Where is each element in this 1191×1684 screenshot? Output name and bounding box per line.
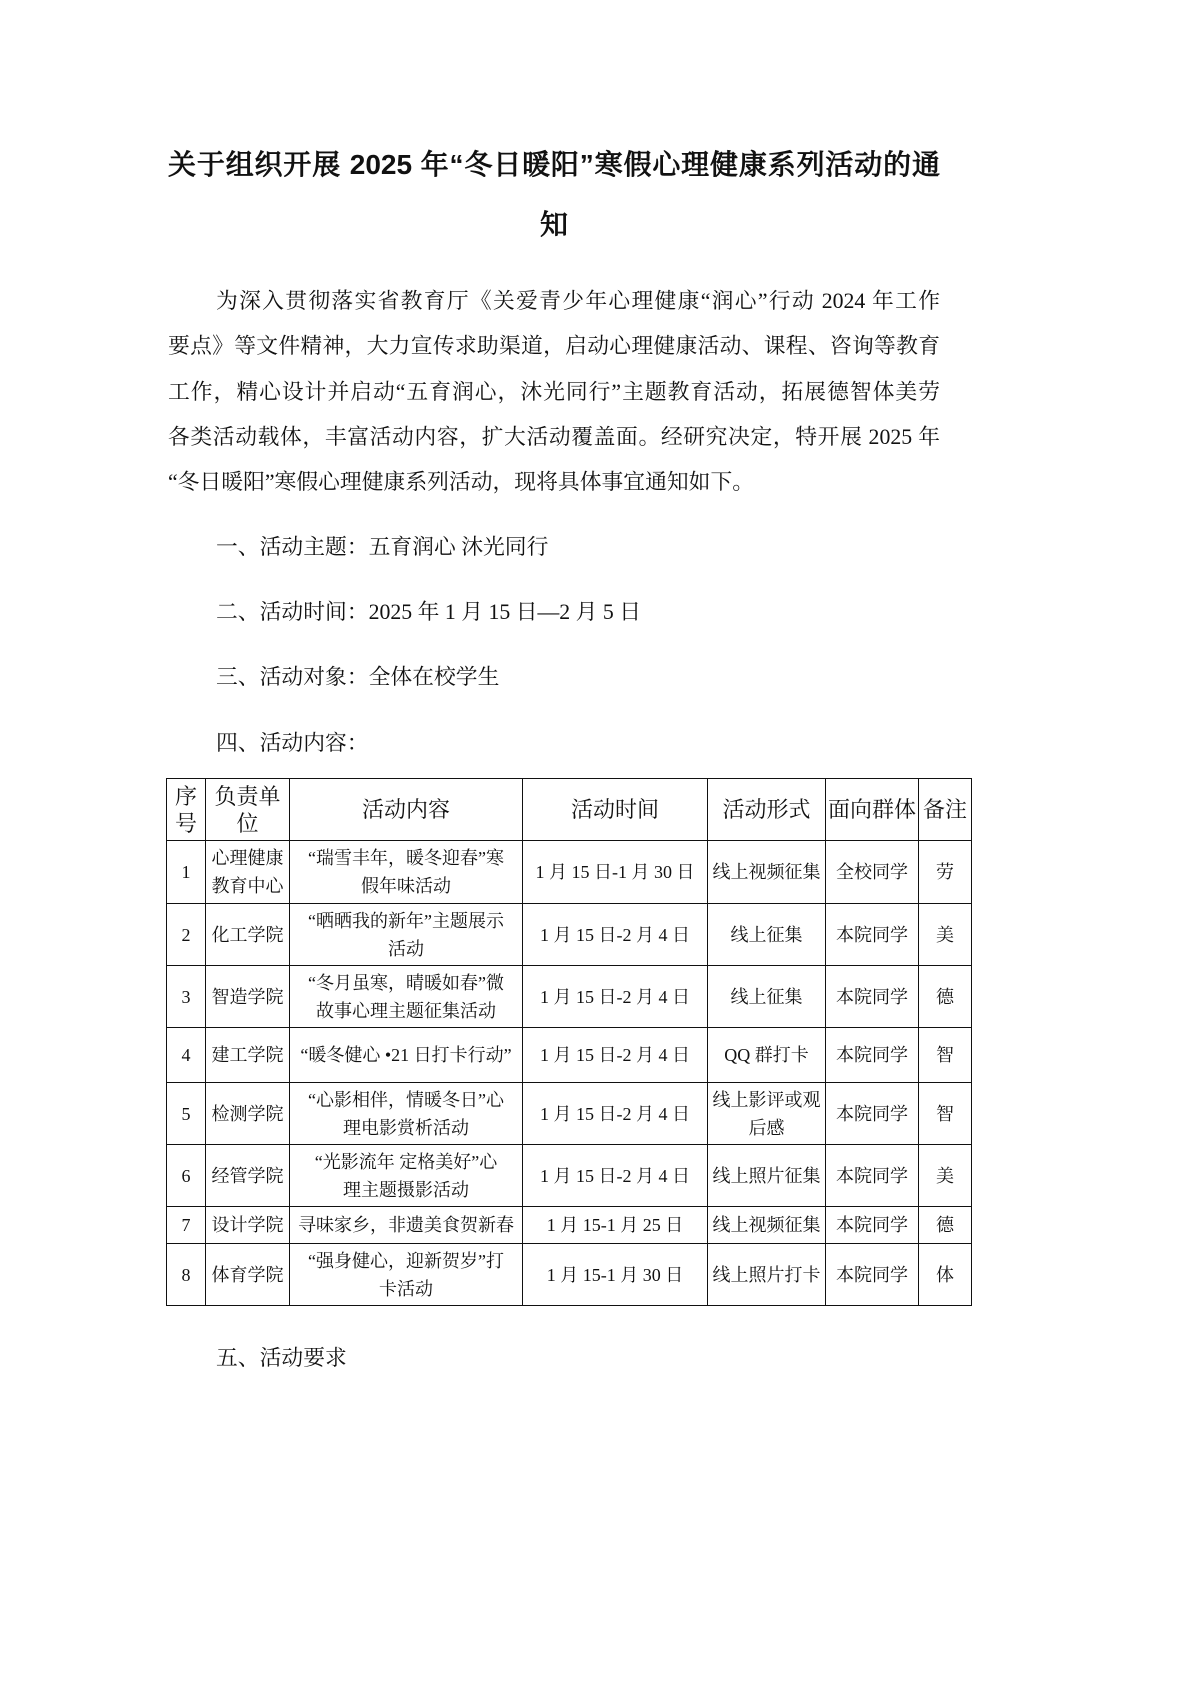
cell-no: 2: [167, 904, 206, 966]
header-line: 位: [236, 810, 259, 836]
cell-unit: [206, 1083, 290, 1145]
header-content: 活动内容: [290, 779, 523, 841]
table-row: [167, 1145, 972, 1207]
cell-time: 1 月 15-1 月 25 日: [523, 1207, 708, 1244]
cell-line: 线上征集: [730, 986, 803, 1007]
section-audience: 三、活动对象：全体在校学生: [216, 665, 500, 689]
header-time: 活动时间: [523, 779, 708, 841]
cell-time: 1 月 15 日-2 月 4 日: [523, 1145, 708, 1207]
cell-content: [290, 1207, 523, 1244]
cell-content: [290, 1145, 523, 1207]
cell-line: “强身健心，迎新贺岁”打: [308, 1250, 504, 1271]
cell-unit: [206, 1207, 290, 1244]
table-header-row: [167, 779, 972, 841]
table-row: [167, 1207, 972, 1244]
header-no: [167, 779, 206, 841]
cell-no: 4: [167, 1028, 206, 1083]
cell-note: 德: [919, 966, 972, 1028]
cell-line: 体育学院: [211, 1264, 284, 1285]
table-row: [167, 966, 972, 1028]
cell-audience: 全校同学: [826, 841, 919, 904]
cell-line: 线上影评或观: [712, 1089, 821, 1110]
cell-line: 假年味活动: [361, 876, 451, 896]
cell-time: 1 月 15 日-2 月 4 日: [523, 1083, 708, 1145]
cell-unit: [206, 1028, 290, 1083]
cell-no: 5: [167, 1083, 206, 1145]
document-title-line: 关于组织开展 2025 年“冬日暖阳”寒假心理健康系列活动的通: [168, 149, 940, 180]
cell-note: 体: [919, 1244, 972, 1306]
cell-no: 1: [167, 841, 206, 904]
cell-audience: 本院同学: [826, 1207, 919, 1244]
header-line: 号: [174, 810, 197, 836]
cell-line: 线上照片打卡: [712, 1264, 821, 1285]
cell-time: 1 月 15-1 月 30 日: [523, 1244, 708, 1306]
cell-note: 劳: [919, 841, 972, 904]
cell-note: 德: [919, 1207, 972, 1244]
cell-line: 卡活动: [379, 1278, 433, 1299]
table-row: [167, 1244, 972, 1306]
section-requirements: 五、活动要求: [216, 1346, 347, 1370]
section-content-heading: 四、活动内容：: [216, 731, 369, 755]
intro-paragraph-line: 为深入贯彻落实省教育厅《关爱青少年心理健康“润心”行动 2024 年工作: [216, 289, 940, 313]
cell-line: 寻味家乡，非遗美食贺新春: [298, 1215, 514, 1235]
cell-time: 1 月 15 日-2 月 4 日: [523, 904, 708, 966]
activity-table: [166, 778, 972, 1306]
header-note: 备注: [919, 779, 972, 841]
intro-paragraph: [168, 279, 940, 505]
cell-unit: [206, 841, 290, 904]
cell-time: 1 月 15 日-2 月 4 日: [523, 966, 708, 1028]
cell-no: 7: [167, 1207, 206, 1244]
section-time: 二、活动时间：2025 年 1 月 15 日—2 月 5 日: [216, 600, 642, 624]
cell-content: [290, 1244, 523, 1306]
cell-line: 理电影赏析活动: [343, 1117, 469, 1138]
header-audience: 面向群体: [826, 779, 919, 841]
cell-line: 心理健康: [211, 848, 284, 868]
section-theme: 一、活动主题：五育润心 沐光同行: [216, 535, 549, 559]
cell-line: 线上视频征集: [712, 1215, 821, 1235]
cell-line: 活动: [388, 938, 424, 959]
cell-line: “光影流年 定格美好”心: [314, 1151, 498, 1172]
cell-content: [290, 841, 523, 904]
header-form: 活动形式: [708, 779, 826, 841]
cell-audience: 本院同学: [826, 1083, 919, 1145]
header-line: 负责单: [214, 783, 281, 809]
cell-line: 理主题摄影活动: [343, 1179, 469, 1200]
cell-form: [708, 966, 826, 1028]
cell-line: 检测学院: [211, 1103, 284, 1124]
cell-time: 1 月 15 日-1 月 30 日: [523, 841, 708, 904]
cell-content: [290, 1028, 523, 1083]
cell-line: “瑞雪丰年，暖冬迎春”寒: [308, 848, 504, 868]
table-row: [167, 1028, 972, 1083]
cell-line: “暖冬健心 •21 日打卡行动”: [300, 1045, 512, 1065]
table-row: [167, 904, 972, 966]
header-line: 序: [174, 783, 197, 809]
cell-content: [290, 966, 523, 1028]
cell-no: 3: [167, 966, 206, 1028]
intro-paragraph-line: “冬日暖阳”寒假心理健康系列活动，现将具体事宜通知如下。: [168, 470, 755, 495]
cell-form: [708, 841, 826, 904]
intro-paragraph-line: 要点》等文件精神，大力宣传求助渠道，启动心理健康活动、课程、咨询等教育: [168, 334, 940, 359]
cell-form: [708, 1083, 826, 1145]
cell-unit: [206, 966, 290, 1028]
cell-content: [290, 1083, 523, 1145]
cell-line: 后感: [748, 1117, 785, 1138]
cell-note: 智: [919, 1083, 972, 1145]
cell-line: “冬月虽寒，晴暖如春”微: [308, 972, 504, 993]
cell-line: 智造学院: [211, 986, 284, 1007]
cell-audience: 本院同学: [826, 1145, 919, 1207]
table-row: [167, 841, 972, 904]
cell-line: 化工学院: [211, 924, 284, 945]
cell-line: “心影相伴，情暖冬日”心: [308, 1089, 504, 1110]
cell-unit: [206, 1244, 290, 1306]
cell-note: 智: [919, 1028, 972, 1083]
cell-audience: 本院同学: [826, 904, 919, 966]
cell-no: 8: [167, 1244, 206, 1306]
intro-paragraph-line: 各类活动载体，丰富活动内容，扩大活动覆盖面。经研究决定，特开展 2025 年: [168, 424, 940, 449]
cell-line: 线上照片征集: [712, 1165, 821, 1186]
cell-audience: 本院同学: [826, 1244, 919, 1306]
cell-note: 美: [919, 904, 972, 966]
cell-time: 1 月 15 日-2 月 4 日: [523, 1028, 708, 1083]
cell-line: 线上视频征集: [712, 862, 821, 882]
cell-note: 美: [919, 1145, 972, 1207]
cell-no: 6: [167, 1145, 206, 1207]
cell-form: [708, 1028, 826, 1083]
cell-form: [708, 1207, 826, 1244]
cell-form: [708, 904, 826, 966]
cell-line: “晒晒我的新年”主题展示: [308, 910, 504, 931]
cell-unit: [206, 904, 290, 966]
cell-form: [708, 1244, 826, 1306]
cell-line: 建工学院: [211, 1045, 284, 1065]
header-unit: [206, 779, 290, 841]
cell-unit: [206, 1145, 290, 1207]
cell-audience: 本院同学: [826, 1028, 919, 1083]
document-title-line: 知: [539, 209, 568, 240]
table-row: [167, 1083, 972, 1145]
cell-line: 经管学院: [211, 1165, 284, 1186]
cell-form: [708, 1145, 826, 1207]
cell-line: 教育中心: [211, 876, 284, 896]
cell-content: [290, 904, 523, 966]
cell-line: QQ 群打卡: [724, 1045, 809, 1065]
cell-line: 线上征集: [730, 924, 803, 945]
intro-paragraph-line: 工作，精心设计并启动“五育润心，沐光同行”主题教育活动，拓展德智体美劳: [168, 379, 940, 404]
cell-audience: 本院同学: [826, 966, 919, 1028]
cell-line: 设计学院: [211, 1215, 284, 1235]
cell-line: 故事心理主题征集活动: [316, 1000, 496, 1021]
